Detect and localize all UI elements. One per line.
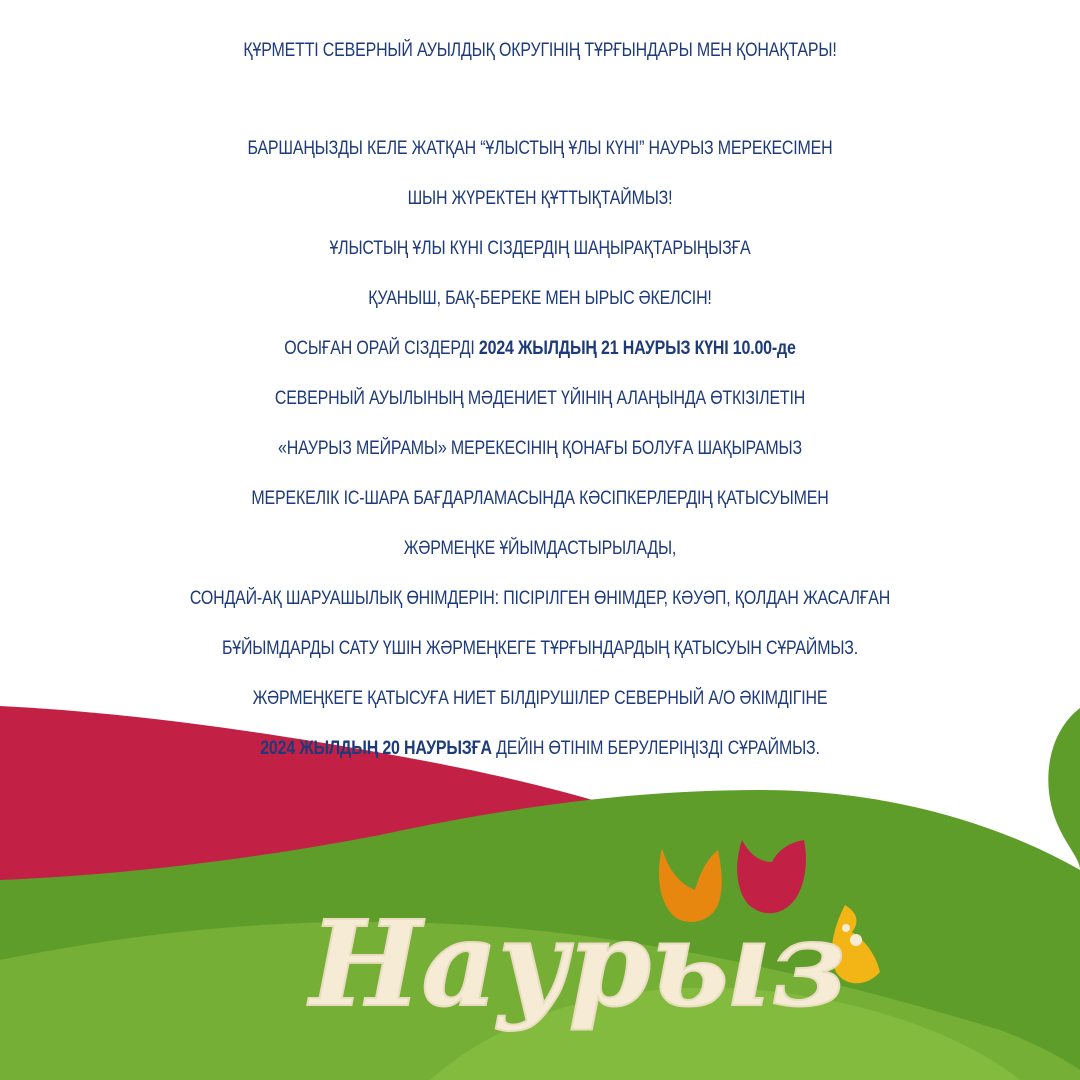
invitation-line-8: МЕРЕКЕЛІК ІС-ШАРА БАҒДАРЛАМАСЫНДА КӘСІПКЕРЛЕРДІҢ ҚАТЫСУЫМЕН xyxy=(251,488,829,509)
greeting-line-1: БАРШАҢЫЗДЫ КЕЛЕ ЖАТҚАН “ҰЛЫСТЫҢ ҰЛЫ КҮНІ” НАУРЫЗ МЕРЕКЕСІМЕН xyxy=(247,138,833,159)
invitation-line-9: ЖӘРМЕҢКЕ ҰЙЫМДАСТЫРЫЛАДЫ, xyxy=(403,538,677,559)
invitation-line-11: БҰЙЫМДАРДЫ САТУ ҮШІН ЖӘРМЕҢКЕГЕ ТҰРҒЫНДАРДЫҢ ҚАТЫСУЫН СҰРАЙМЫЗ. xyxy=(221,638,859,659)
green-hill-right xyxy=(1048,708,1080,870)
deadline-suffix: ДЕЙІН ӨТІНІМ БЕРУЛЕРІҢІЗДІ СҰРАЙМЫЗ. xyxy=(491,738,820,759)
deadline-date: 2024 ЖЫЛДЫҢ 20 НАУРЫЗҒА xyxy=(260,738,492,759)
event-date: 2024 ЖЫЛДЫҢ 21 НАУРЫЗ КҮНІ 10.00-де xyxy=(478,338,796,359)
invitation-line-5 xyxy=(86,334,993,364)
greeting-line-2: ШЫН ЖҮРЕКТЕН ҚҰТТЫҚТАЙМЫЗ! xyxy=(407,188,673,209)
greeting-line-4: ҚУАНЫШ, БАҚ-БЕРЕКЕ МЕН ЫРЫС ӘКЕЛСІН! xyxy=(368,288,712,309)
invitation-line-7: «НАУРЫЗ МЕЙРАМЫ» МЕРЕКЕСІНІҢ ҚОНАҒЫ БОЛУҒА ШАҚЫРАМЫЗ xyxy=(278,438,802,459)
greeting-title: ҚҰРМЕТТІ СЕВЕРНЫЙ АУЫЛДЫҚ ОКРУГІНІҢ ТҰРҒЫНДАРЫ МЕН ҚОНАҚТАРЫ! xyxy=(243,40,837,61)
invitation-line-13 xyxy=(86,734,993,764)
invitation-line-12: ЖӘРМЕҢКЕГЕ ҚАТЫСУҒА НИЕТ БІЛДІРУШІЛЕР СЕВЕРНЫЙ А/О ӘКІМДІГІНЕ xyxy=(252,688,828,709)
invitation-line-10: СОНДАЙ-АҚ ШАРУАШЫЛЫҚ ӨНІМДЕРІН: ПІСІРІЛГЕН ӨНІМДЕР, КӘУӘП, ҚОЛДАН ЖАСАЛҒАН xyxy=(189,588,891,609)
invitation-line-6: СЕВЕРНЫЙ АУЫЛЫНЫҢ МӘДЕНИЕТ ҮЙІНІҢ АЛАҢЫНДА ӨТКІЗІЛЕТІН xyxy=(274,388,806,409)
greeting-line-3: ҰЛЫСТЫҢ ҰЛЫ КҮНІ СІЗДЕРДІҢ ШАҢЫРАҚТАРЫҢЫЗҒА xyxy=(329,238,751,259)
invitation-prefix: ОСЫҒАН ОРАЙ СІЗДЕРДІ xyxy=(284,338,479,359)
nauryz-logo-text: Наурыз xyxy=(310,894,847,1033)
